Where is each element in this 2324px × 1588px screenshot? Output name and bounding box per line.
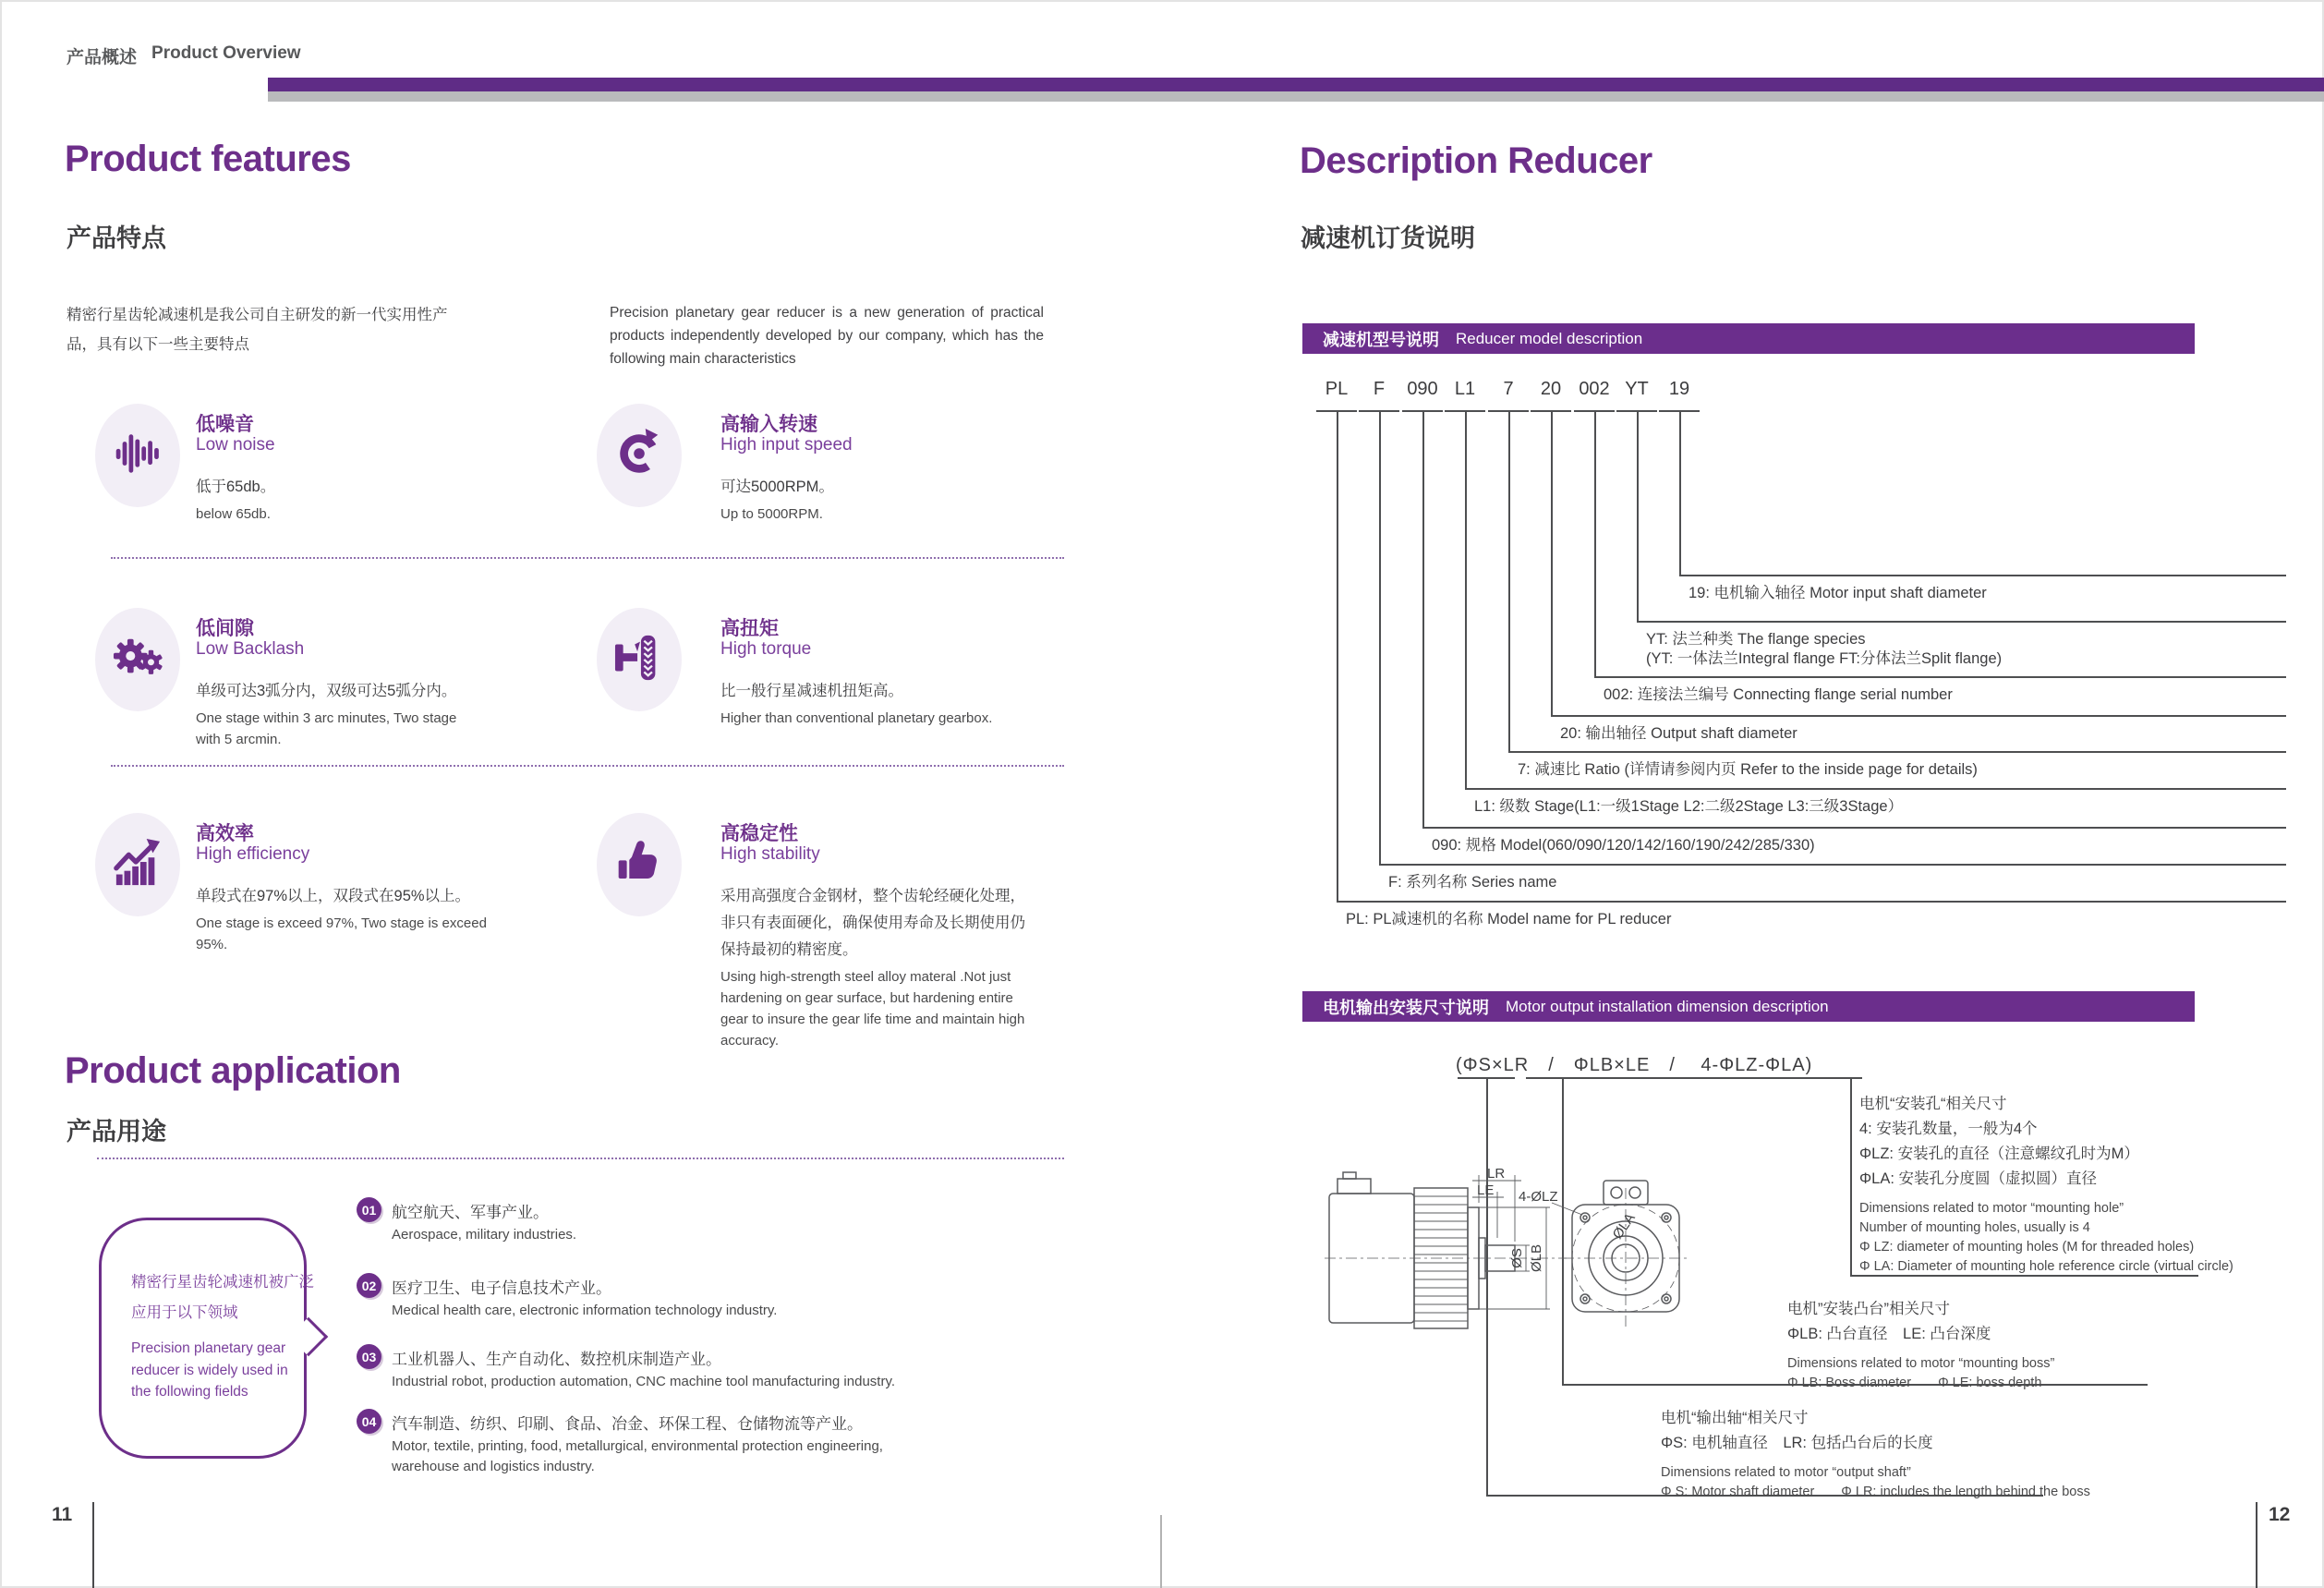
code-label [1604, 685, 1953, 705]
code-rule-line [1637, 621, 2286, 623]
application-number-badge: 04 [357, 1409, 381, 1434]
dimension-text-block [1787, 1297, 2054, 1393]
code-connector-line [1508, 412, 1510, 751]
code-label-line: 19: 电机输入轴径 Motor input shaft diameter [1689, 585, 1987, 601]
dimension-line-zh: 4: 安装孔数量，一般为4个 [1859, 1121, 2038, 1137]
motor-section-bar-en: Motor output installation dimension description [1506, 997, 1829, 1015]
page-number-tick [2256, 1502, 2257, 1588]
dimension-line-en: Dimensions related to motor “output shaft” [1661, 1465, 1911, 1480]
feature-description-en: One stage is exceed 97%, Two stage is exceed 95%. [196, 915, 487, 952]
thumb-up-icon [616, 840, 662, 891]
divider-dotted [111, 557, 1064, 559]
features-intro-zh: 精密行星齿轮减速机是我公司自主研发的新一代实用性产品，具有以下一些主要特点 [67, 307, 448, 353]
feature-icon-circle [95, 608, 180, 711]
application-item-zh: 工业机器人、生产自动化、数控机床制造产业。 [392, 1351, 721, 1368]
model-code-segment: 002 [1579, 379, 1610, 399]
code-connector-line [1465, 412, 1467, 788]
feature-title-en: Low noise [196, 435, 275, 455]
feature-description-en: One stage within 3 arc minutes, Two stage with 5 arcmin. [196, 710, 457, 747]
model-code-segment: 19 [1668, 379, 1690, 399]
feature-title-en: High efficiency [196, 844, 310, 864]
divider-dotted [97, 1158, 1064, 1159]
features-title-zh: 产品特点 [67, 224, 166, 252]
code-label [1518, 760, 1978, 780]
dimension-line-en: Φ S: Motor shaft diameter Φ LR: includes the length behind the boss [1661, 1485, 2090, 1499]
model-code-segment: F [1373, 379, 1386, 399]
page-number-right: 12 [2269, 1504, 2291, 1525]
feature-title-en: High stability [720, 844, 820, 864]
code-label-line: 090: 规格 Model(060/090/120/142/160/190/242/285/330) [1432, 837, 1815, 854]
application-item-en: Motor, textile, printing, food, metallurgical, environmental protection engineering, warehouse and logistics industry. [392, 1438, 883, 1474]
code-rule-line [1465, 788, 2286, 790]
divider-dotted [111, 765, 1064, 767]
dimension-formula: (ΦS×LR / ΦLB×LE / 4-ΦLZ-ΦLA) [1456, 1055, 1813, 1075]
application-item-zh: 航空航天、军事产业。 [392, 1204, 549, 1221]
page-header-zh: 产品概述 [67, 48, 138, 67]
feature-icon-circle [597, 608, 682, 711]
code-label [1560, 724, 1797, 744]
feature-title-en: Low Backlash [196, 639, 305, 659]
code-connector-line [1337, 412, 1338, 901]
code-label [1474, 797, 1903, 817]
feature-description: 单级可达3弧分内，双级可达5弧分内。 One stage within 3 arc minutes, Two stage with 5 arcmin. [196, 678, 482, 750]
dim-label-lr: LR [1487, 1166, 1506, 1182]
feature-title-zh: 高效率 [196, 823, 254, 844]
rotation-icon [614, 429, 664, 483]
code-label-line: 002: 连接法兰编号 Connecting flange serial number [1604, 686, 1953, 703]
model-code-segment: YT [1625, 379, 1649, 399]
dimension-line-zh: ΦLZ: 安装孔的直径（注意螺纹孔时为M） [1859, 1146, 2139, 1162]
code-connector-line [1679, 412, 1681, 575]
application-item-zh: 汽车制造、纺织、印刷、食品、冶金、环保工程、仓储物流等产业。 [392, 1415, 863, 1433]
feature-icon-circle [597, 813, 682, 916]
dimension-line-zh: 电机”安装凸台”相关尺寸 [1787, 1301, 1950, 1317]
torque-icon [614, 633, 664, 687]
application-item-en: Industrial robot, production automation, CNC machine tool manufacturing industry. [392, 1374, 896, 1389]
model-code-segment: 090 [1407, 379, 1438, 399]
feature-description: 采用高强度合金钢材，整个齿轮经硬化处理，非只有表面硬化，确保使用寿命及长期使用仍保持最初的精密度。 Using high-strength steel alloy materal .Not just hardening on gear surface, but hardening entire gear to insure the gear life time and maintain high accuracy. [720, 883, 1039, 1051]
bubble-text-zh: 精密行星齿轮减速机被广泛应用于以下领域 [131, 1274, 314, 1321]
formula-connector-line [1850, 1077, 1852, 1275]
code-connector-line [1379, 412, 1381, 864]
page-number-left: 11 [52, 1504, 73, 1525]
center-fold-line [1160, 1515, 1162, 1588]
application-number-badge: 02 [357, 1273, 381, 1298]
application-number-badge: 03 [357, 1344, 381, 1369]
dimension-text-block [1661, 1406, 2090, 1502]
feature-title-zh: 低噪音 [196, 414, 254, 435]
application-item-en: Medical health care, electronic information technology industry. [392, 1303, 778, 1318]
feature-description-en: Using high-strength steel alloy materal .Not just hardening on gear surface, but hardening entire gear to insure the gear life time and maintain high accuracy. [720, 969, 1025, 1049]
model-code-segment: L1 [1454, 379, 1476, 399]
dimension-line-en: Φ LB: Boss diameter Φ LE: boss depth [1787, 1376, 2042, 1390]
code-label [1646, 630, 2002, 669]
code-rule-line [1508, 751, 2286, 753]
application-item-zh: 医疗卫生、电子信息技术产业。 [392, 1279, 611, 1297]
dimension-line-en: Dimensions related to motor “mounting boss” [1787, 1356, 2055, 1371]
gears-icon [113, 633, 163, 687]
code-label [1388, 873, 1556, 892]
code-rule-line [1337, 901, 2286, 903]
feature-description: 可达5000RPM。 Up to 5000RPM. [720, 474, 1053, 525]
application-title-zh: 产品用途 [67, 1118, 166, 1146]
motor-section-bar-zh: 电机输出安装尺寸说明 [1323, 998, 1489, 1017]
feature-description: 低于65db。 below 65db. [196, 474, 482, 525]
feature-description: 比一般行星减速机扭矩高。 Higher than conventional planetary gearbox. [720, 678, 1067, 729]
reducer-title-en: Description Reducer [1300, 140, 1652, 181]
feature-description-en: below 65db. [196, 506, 271, 522]
code-rule-line [1679, 575, 2286, 576]
code-rule-line [1379, 864, 2286, 866]
model-code-segment: PL [1325, 379, 1349, 399]
dim-label-olz: 4-ØLZ [1519, 1189, 1558, 1205]
dimension-line-en: Φ LA: Diameter of mounting hole reference circle (virtual circle) [1859, 1259, 2233, 1274]
sound-wave-icon [115, 430, 161, 481]
code-label [1346, 910, 1671, 929]
code-label-line: (YT: 一体法兰Integral flange FT:分体法兰Split flange) [1646, 650, 2003, 667]
feature-title-en: High input speed [720, 435, 853, 455]
feature-title-en: High torque [720, 639, 812, 659]
model-section-bar-zh: 减速机型号说明 [1323, 330, 1439, 349]
application-title-en: Product application [65, 1050, 401, 1091]
application-number-badge: 01 [357, 1197, 381, 1222]
dimension-line-en: Φ LZ: diameter of mounting holes (M for threaded holes) [1859, 1240, 2195, 1255]
code-rule-line [1551, 715, 2286, 717]
dimension-line-en: Dimensions related to motor “mounting hole” [1859, 1201, 2124, 1216]
dim-label-le: LE [1477, 1182, 1495, 1198]
page-header [67, 43, 301, 68]
code-label-line: YT: 法兰种类 The flange species [1646, 631, 1866, 648]
code-label-line: 7: 减速比 Ratio (详情请参阅内页 Refer to the inside page for details) [1518, 761, 1978, 778]
motor-section-bar [1302, 991, 2195, 1022]
code-rule-line [1594, 676, 2286, 678]
dim-label-os: ØS [1509, 1248, 1525, 1268]
code-label-line: 20: 输出轴径 Output shaft diameter [1560, 725, 1797, 742]
code-connector-line [1551, 412, 1553, 715]
dimension-line-zh: 电机“安装孔“相关尺寸 [1859, 1096, 2007, 1112]
model-code-segment: 20 [1540, 379, 1562, 399]
code-label-line: PL: PL减速机的名称 Model name for PL reducer [1346, 911, 1672, 927]
dim-label-ola: ØLA [1609, 1210, 1639, 1243]
motor-drawing [1325, 1166, 1722, 1401]
feature-title-zh: 高扭矩 [720, 618, 779, 639]
features-intro-en: Precision planetary gear reducer is a new generation of practical products independently developed by our company, which has the following main characteristics [610, 305, 1044, 367]
model-section-bar [1302, 323, 2195, 354]
feature-title-zh: 高输入转速 [720, 414, 817, 435]
code-label-line: F: 系列名称 Series name [1388, 874, 1557, 891]
page-number-tick [92, 1502, 94, 1588]
application-item-en: Aerospace, military industries. [392, 1227, 577, 1243]
dimension-line-zh: ΦLA: 安装孔分度圆（虚拟圆）直径 [1859, 1170, 2098, 1187]
bubble-text-en: Precision planetary gear reducer is widely used in the following fields [131, 1340, 288, 1400]
dimension-line-en: Number of mounting holes, usually is 4 [1859, 1220, 2090, 1235]
code-connector-line [1637, 412, 1639, 621]
header-shadow-bar [268, 91, 2324, 102]
code-label [1689, 584, 1987, 603]
dimension-line-zh: 电机“输出轴“相关尺寸 [1661, 1410, 1809, 1426]
page-header-en: Product Overview [151, 43, 301, 63]
feature-icon-circle [597, 404, 682, 507]
feature-description: 单段式在97%以上，双段式在95%以上。 One stage is exceed 97%, Two stage is exceed 95%. [196, 883, 491, 955]
dimension-line-zh: ΦS: 电机轴直径 LR: 包括凸台后的长度 [1661, 1435, 1933, 1451]
feature-description-en: Up to 5000RPM. [720, 506, 823, 522]
code-connector-line [1594, 412, 1596, 676]
dimension-line-zh: ΦLB: 凸台直径 LE: 凸台深度 [1787, 1326, 1991, 1342]
feature-icon-circle [95, 813, 180, 916]
feature-icon-circle [95, 404, 180, 507]
dim-label-olb: ØLB [1529, 1243, 1544, 1273]
model-section-bar-en: Reducer model description [1456, 329, 1643, 347]
chart-up-icon [113, 838, 163, 892]
features-title-en: Product features [65, 139, 351, 179]
code-label [1432, 836, 1815, 855]
header-accent-bar [268, 78, 2324, 91]
feature-description-en: Higher than conventional planetary gearbox. [720, 710, 993, 726]
feature-title-zh: 低间隙 [196, 618, 254, 639]
code-label-line: L1: 级数 Stage(L1:一级1Stage L2:二级2Stage L3:三级3Stage） [1474, 798, 1904, 815]
reducer-title-zh: 减速机订货说明 [1301, 224, 1475, 252]
model-code-segment: 7 [1503, 379, 1514, 399]
dimension-text-block [1859, 1092, 2233, 1277]
formula-tick [1575, 1077, 1862, 1079]
feature-title-zh: 高稳定性 [720, 823, 798, 844]
code-rule-line [1422, 827, 2286, 829]
code-connector-line [1422, 412, 1424, 827]
